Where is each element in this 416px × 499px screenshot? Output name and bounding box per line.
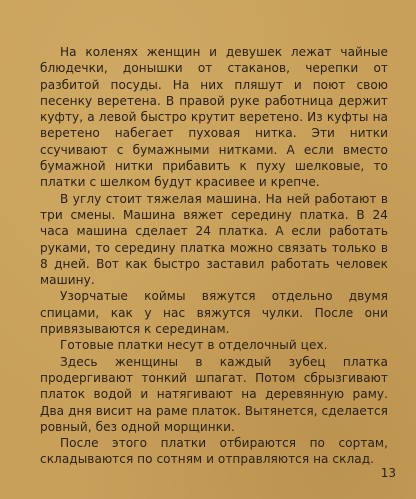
body-text [40,44,388,468]
paragraph-6: После этого платки отбираются по сортам, складываются по сотням и отправляются на склад. [40,436,388,467]
page-number: 13 [380,466,396,480]
paragraph-5: Здесь женщины в каждый зубец платка продергивают тонкий шпагат. Потом сбрызгивают платок водой и натягивают на деревянную раму. Два дня висит на раме платок. Вытянется, сделается ровный, без одной морщинки. [40,354,388,434]
paragraph-1: На коленях женщин и девушек лежат чайные блюдечки, донышки от стаканов, черепки от разбитой посуды. На них пляшут и поют свою песенку веретена. В правой руке работница держит куфту, а левой быстро крутит веретено. Из куфты на веретено набегает пуховая нитка. Эти нитки ссучивают с бумажными нитками. А если вместо бумажной нитки прибавить к пуху шелковые, то платки с шелком будут красивее и крепче. [40,45,388,190]
paragraph-4: Готовые платки несут в отделочный цех. [60,338,328,353]
paragraph-3: Узорчатые коймы вяжутся отдельно двумя спицами, как у нас вяжутся чулки. После они привязываются к серединам. [40,289,388,337]
paragraph-2: В углу стоит тяжелая машина. На ней работают в три смены. Машина вяжет середину платка. В 24 часа машина сделает 24 платка. А если работать руками, то середину платка можно связать только в 8 дней. Вот как быстро заставил работать человек машину. [40,191,388,288]
